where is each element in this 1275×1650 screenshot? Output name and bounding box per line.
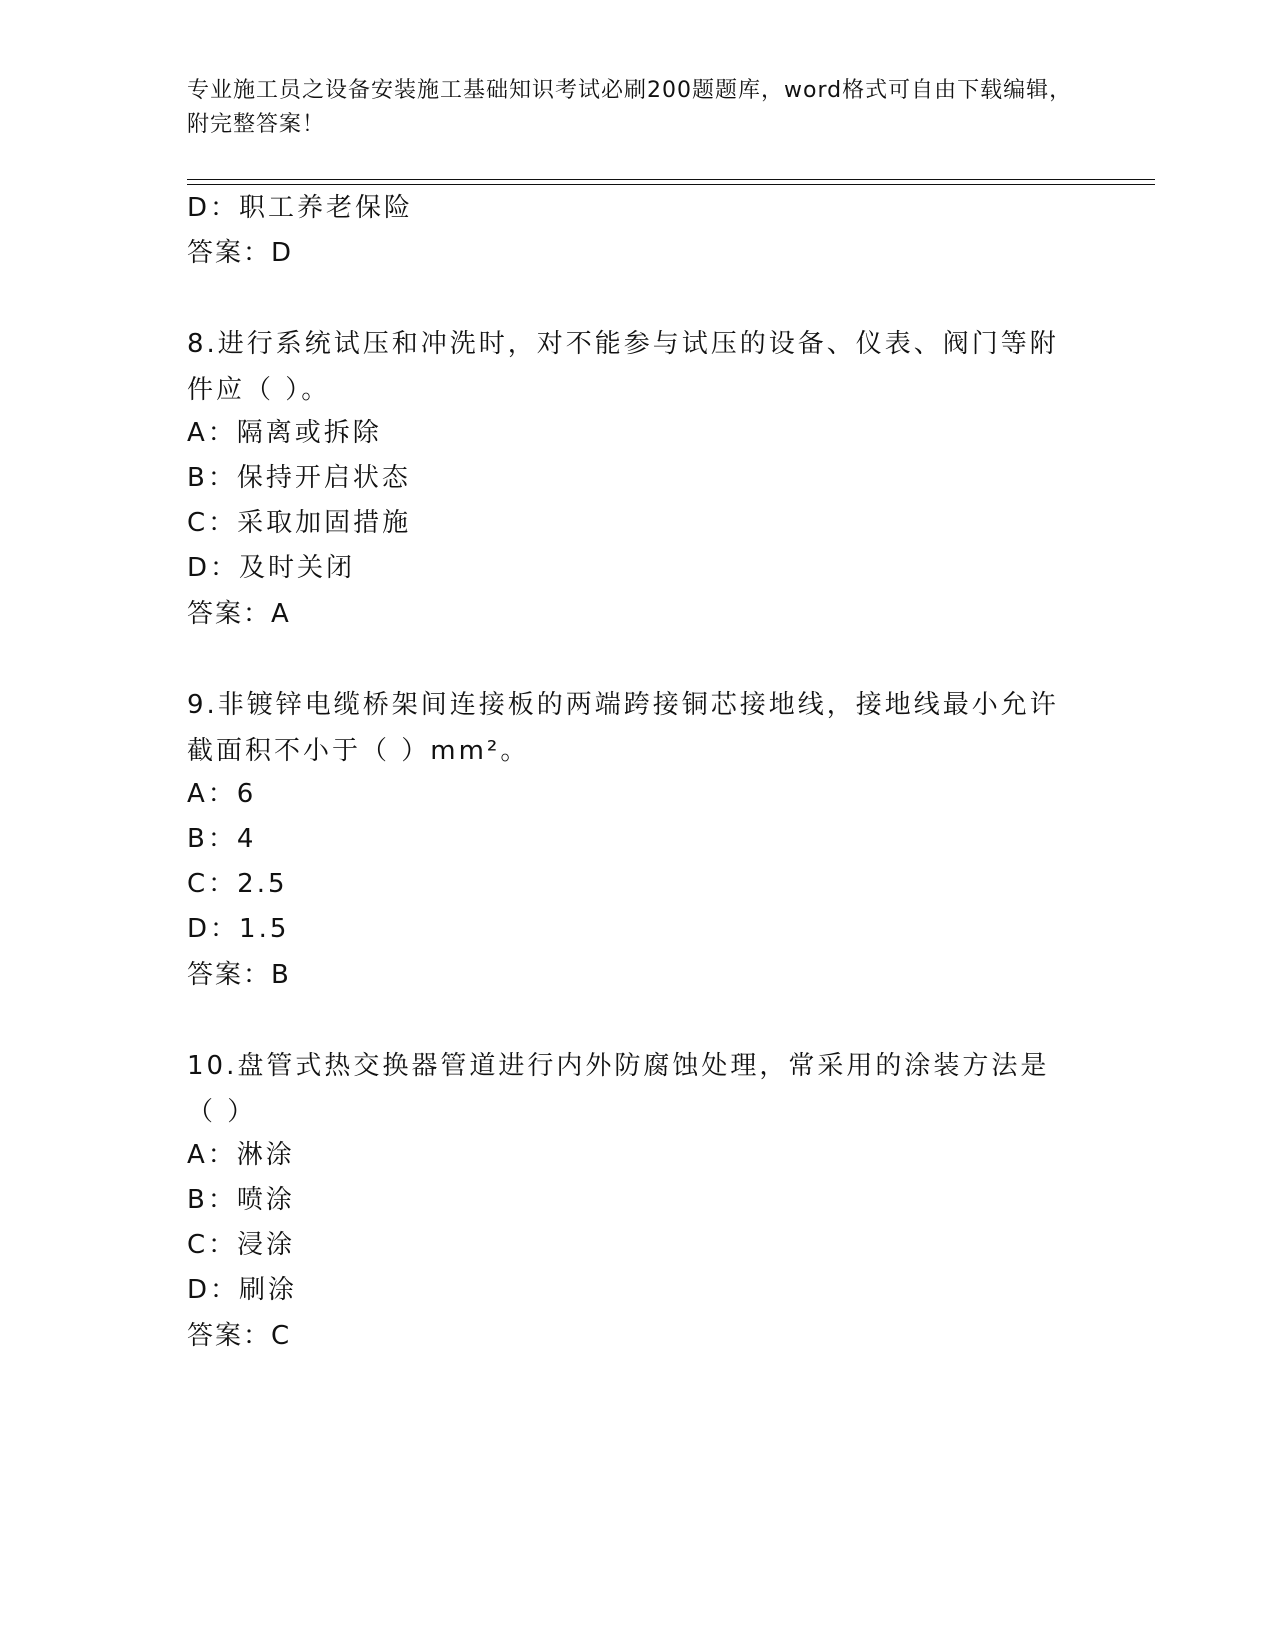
question-10-option-d: D：刷涂 xyxy=(187,1275,298,1305)
header-divider-bottom xyxy=(187,184,1155,185)
question-10-option-b: B：喷涂 xyxy=(187,1185,295,1215)
question-9-option-d: D：1.5 xyxy=(187,914,290,944)
question-10-answer: 答案：C xyxy=(187,1321,292,1351)
question-9-text: 9.非镀锌电缆桥架间连接板的两端跨接铜芯接地线，接地线最小允许截面积不小于（ ）mm²。 xyxy=(187,690,1059,766)
question-8-option-c: C：采取加固措施 xyxy=(187,508,412,538)
question-9-option-c: C：2.5 xyxy=(187,869,288,899)
question-9-option-b: B：4 xyxy=(187,824,257,854)
question-8-option-d: D：及时关闭 xyxy=(187,553,356,583)
question-8-text: 8.进行系统试压和冲洗时，对不能参与试压的设备、仪表、阀门等附件应（ ）。 xyxy=(187,329,1059,405)
question-10-option-a: A：淋涂 xyxy=(187,1140,295,1170)
header-divider-top xyxy=(187,179,1155,180)
option-d: D：职工养老保险 xyxy=(187,193,414,223)
question-8-option-b: B：保持开启状态 xyxy=(187,463,411,493)
question-9-answer: 答案：B xyxy=(187,960,291,990)
question-8-option-a: A：隔离或拆除 xyxy=(187,418,382,448)
question-10-text: 10.盘管式热交换器管道进行内外防腐蚀处理，常采用的涂装方法是（ ） xyxy=(187,1051,1050,1127)
question-9-option-a: A：6 xyxy=(187,779,257,809)
question-10-option-c: C：浸涂 xyxy=(187,1230,296,1260)
question-8-answer: 答案：A xyxy=(187,599,291,629)
answer-label: 答案：D xyxy=(187,238,294,268)
document-header: 专业施工员之设备安装施工基础知识考试必刷200题题库，word格式可自由下载编辑，附完整答案！ xyxy=(187,78,1073,137)
